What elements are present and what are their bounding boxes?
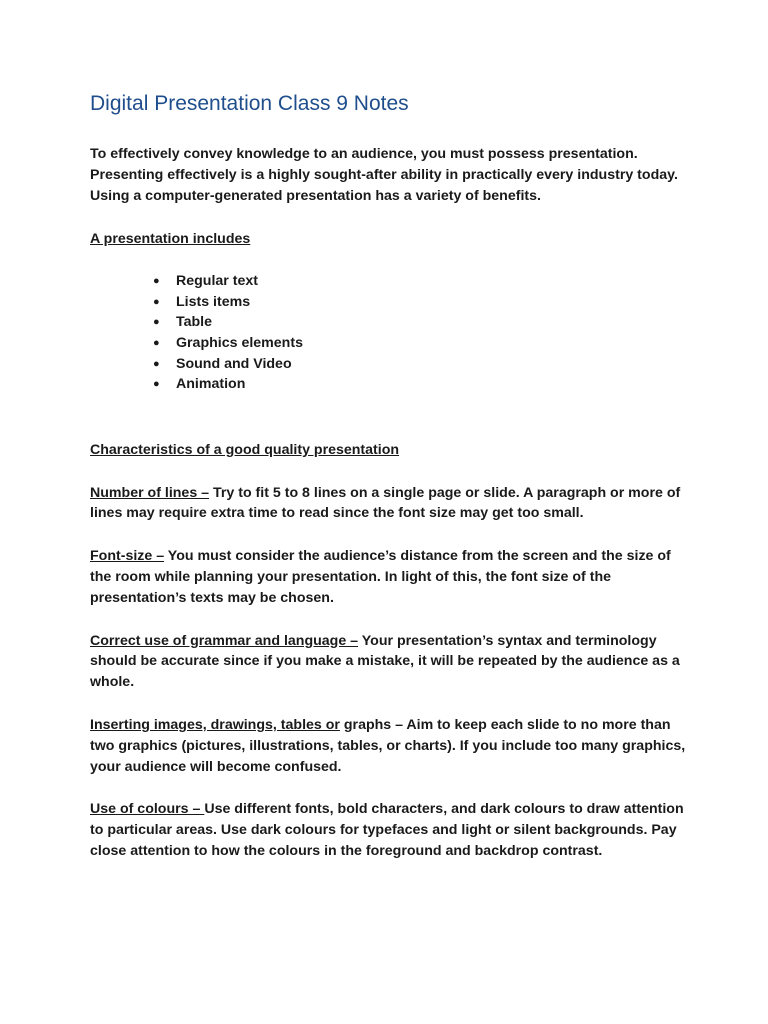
list-item-text: Sound and Video (176, 355, 292, 372)
characteristic-grammar (90, 631, 690, 693)
document-page (90, 88, 690, 862)
characteristic-term: Inserting images, drawings, tables or (90, 716, 340, 733)
characteristic-term: Font-size – (90, 548, 165, 565)
characteristic-colours (90, 799, 690, 861)
characteristic-text: Try to fit 5 to 8 lines on a single page or slide. A paragraph or more of lines may require extra time to read since the font size may get too small. (90, 484, 681, 522)
characteristic-term: Use of colours – (90, 801, 205, 818)
characteristic-images (90, 715, 690, 777)
characteristic-font-size (90, 546, 690, 608)
list-item (153, 312, 690, 333)
list-item-text: Animation (176, 376, 246, 393)
characteristic-term: Correct use of grammar and language – (90, 632, 359, 649)
intro-paragraph: To effectively convey knowledge to an audience, you must possess presentation. Presenting effectively is a highly sought-after ability in practically every industry today. Using a computer-generated presentation has a variety of benefits. (90, 146, 678, 204)
characteristics-heading-text: Characteristics of a good quality presentation (90, 441, 400, 458)
includes-heading-text: A presentation includes (90, 231, 251, 248)
list-item-text: Regular text (176, 273, 258, 290)
bullet-icon: ● (153, 316, 160, 329)
list-item-text: Table (176, 314, 213, 331)
characteristic-text: Use different fonts, bold characters, and dark colours to draw attention to particular areas. Use dark colours for typefaces and light or silent backgrounds. Pay close attention to how the colours in the foreground and backdrop contrast. (90, 801, 684, 859)
list-item-text: Graphics elements (176, 334, 303, 351)
bullet-icon: ● (153, 378, 160, 391)
characteristics-heading (90, 440, 690, 461)
includes-list (153, 271, 690, 395)
list-item (153, 292, 690, 313)
characteristic-term: Number of lines – (90, 484, 210, 501)
characteristic-text: Your presentation’s syntax and terminology should be accurate since if you make a mistake, it will be repeated by the audience as a whole. (90, 632, 680, 691)
characteristic-number-of-lines (90, 483, 690, 525)
list-item (153, 271, 690, 292)
bullet-icon: ● (153, 336, 160, 349)
list-item (153, 354, 690, 375)
list-item (153, 374, 690, 395)
list-item-text: Lists items (176, 293, 251, 310)
includes-heading (90, 229, 690, 250)
characteristic-text: You must consider the audience’s distance from the screen and the size of the room while planning your presentation. In light of this, the font size of the presentation’s texts may be chosen. (90, 548, 671, 606)
characteristic-text: graphs – Aim to keep each slide to no more than two graphics (pictures, illustrations, tables, or charts). If you include too many graphics, your audience will become confused. (90, 716, 686, 775)
bullet-icon: ● (153, 357, 160, 370)
bullet-icon: ● (153, 275, 160, 288)
page-title: Digital Presentation Class 9 Notes (90, 92, 409, 115)
list-item (153, 333, 690, 354)
bullet-icon: ● (153, 295, 160, 308)
